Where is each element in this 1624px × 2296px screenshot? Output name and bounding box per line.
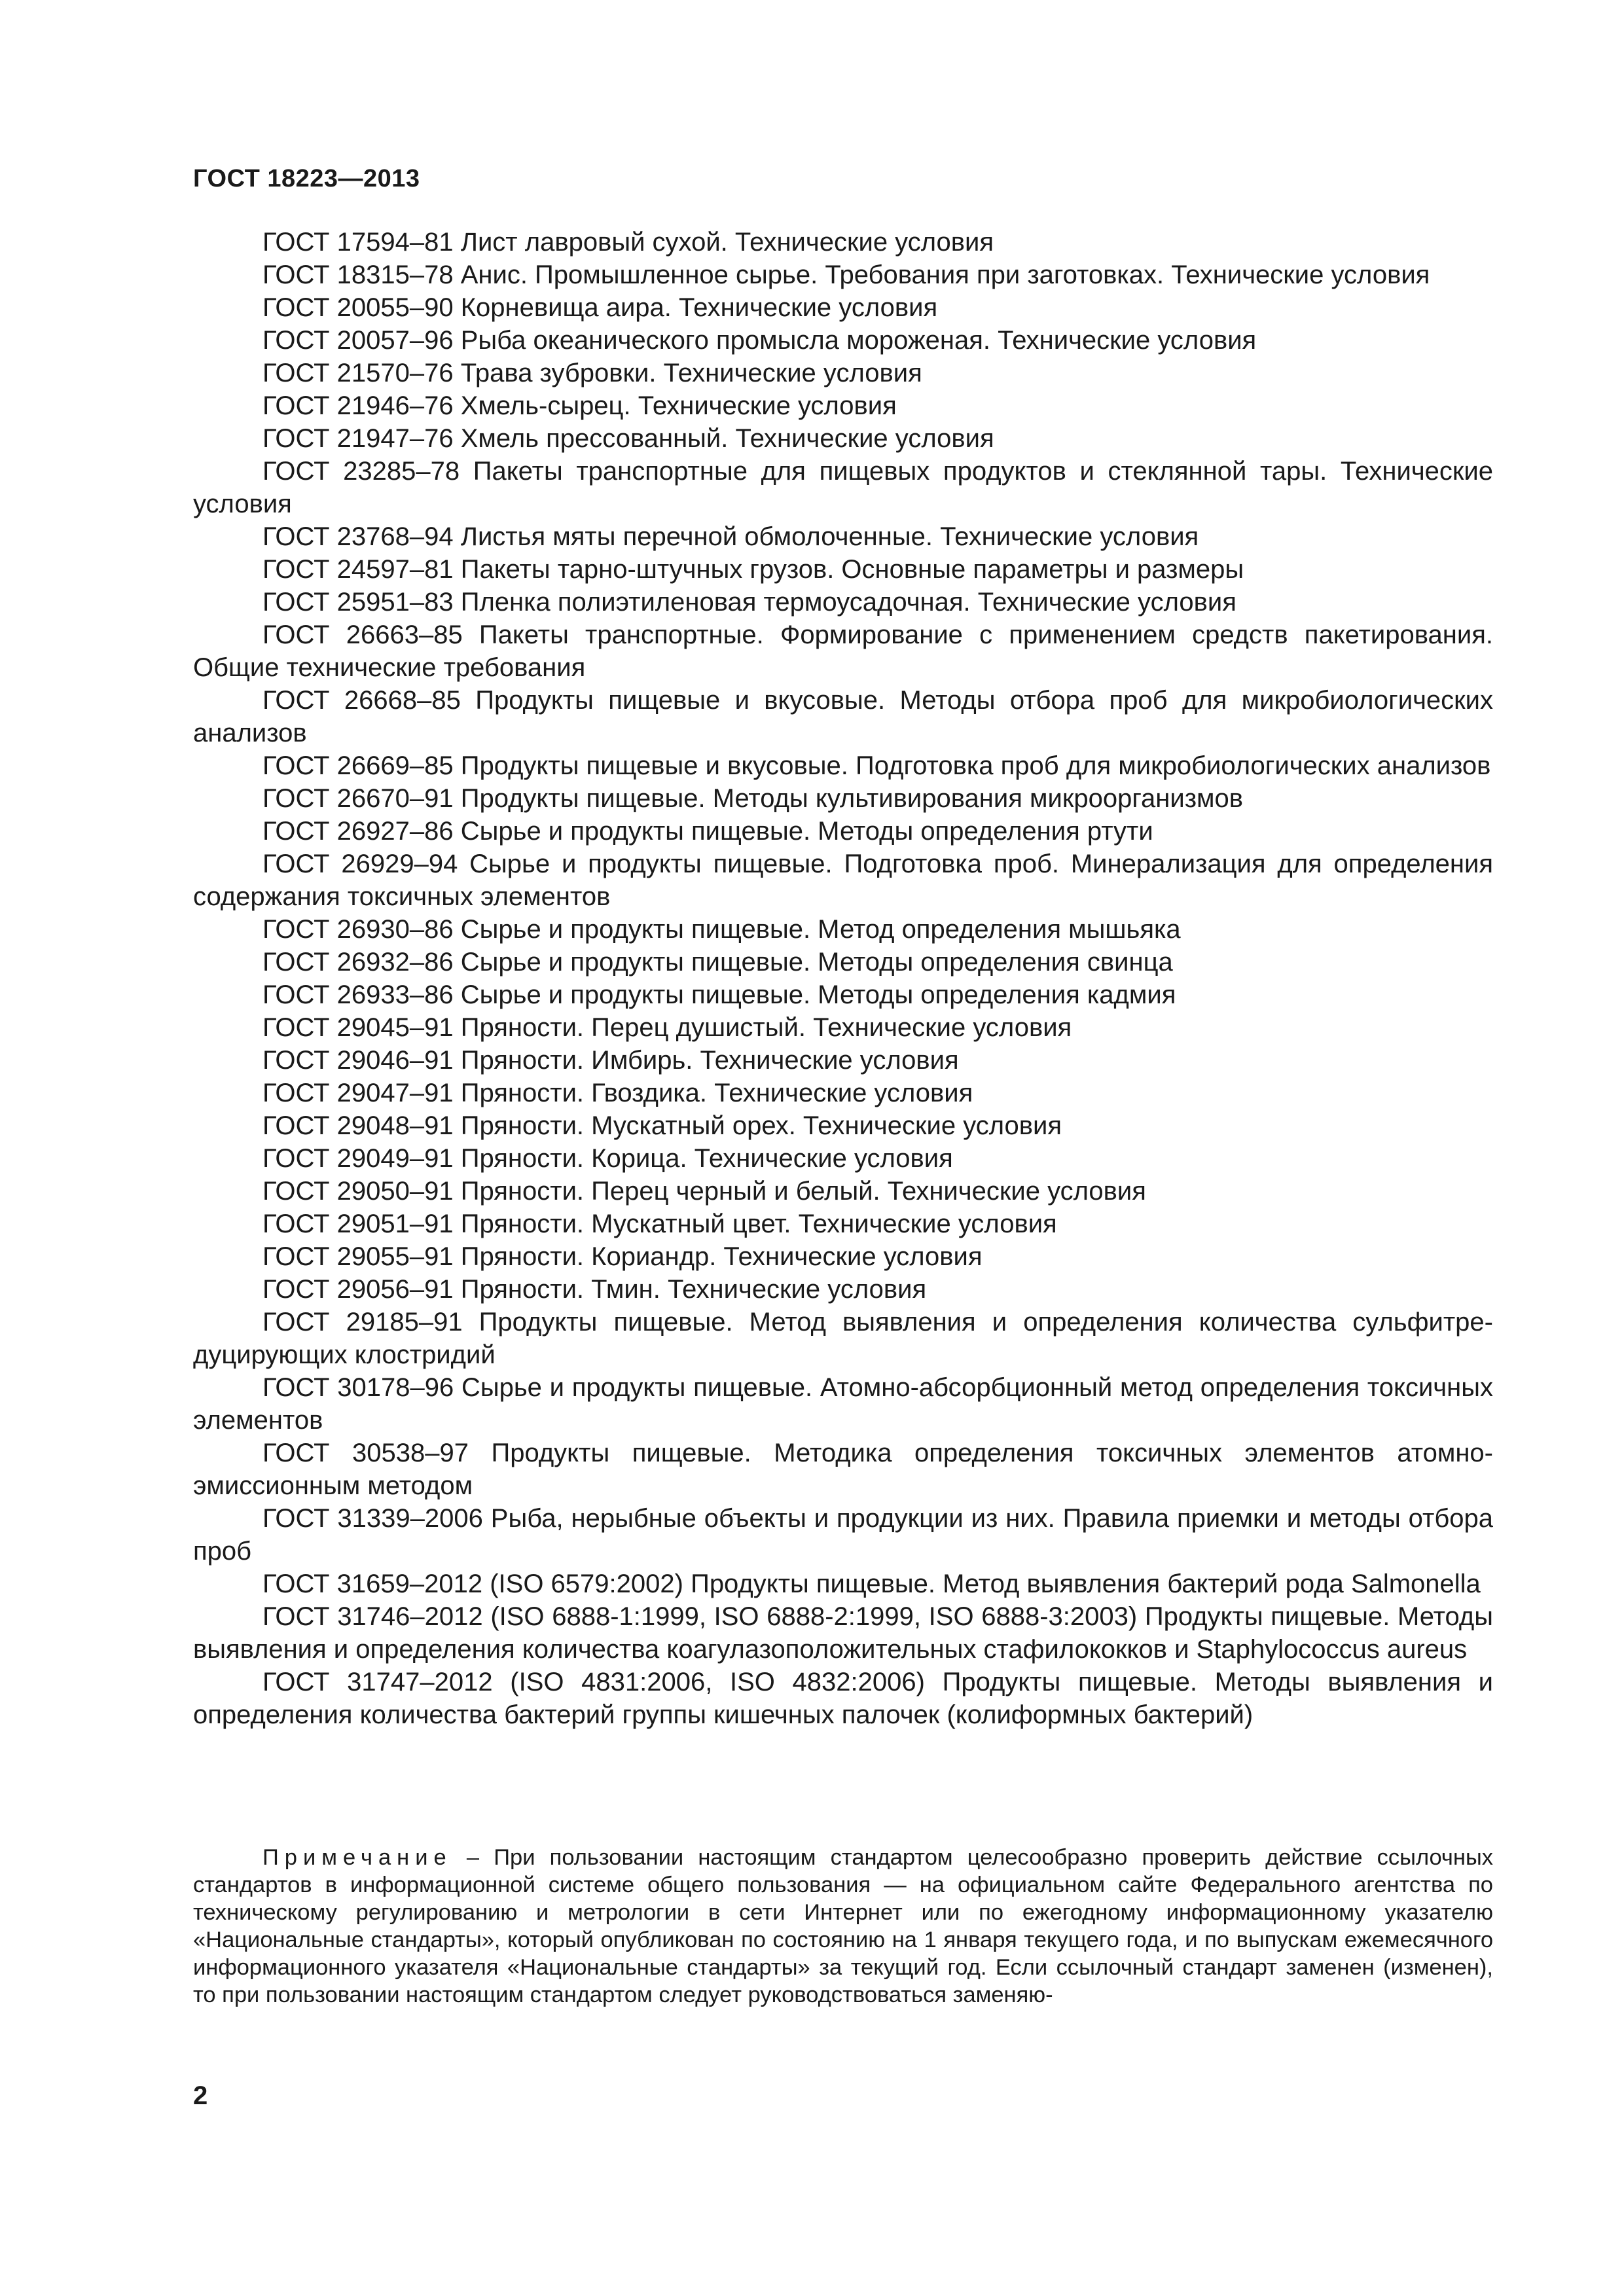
reference-item: ГОСТ 21570–76 Трава зубровки. Технические условия [262, 359, 922, 387]
reference-item: ГОСТ 31339–2006 Рыба, нерыбные объекты и продукции из них. Правила приемки и методы отбора проб [193, 1504, 1493, 1566]
reference-item: ГОСТ 23768–94 Листья мяты перечной обмолоченные. Технические условия [262, 522, 1199, 551]
reference-item: ГОСТ 29185–91 Продукты пищевые. Метод выявления и определения количества сульфитредуцирующих клостридий [193, 1308, 1493, 1369]
note-paragraph [193, 1844, 1493, 2009]
reference-item: ГОСТ 26670–91 Продукты пищевые. Методы культивирования микроорганизмов [262, 784, 1244, 813]
note-text: – При пользовании настоящим стандартом целесообразно проверить действие ссылочных стандартов в информационной системе общего пользования — на официальном сайте Федерального агентства по техническому регулированию и метрологии в сети Интернет или по ежегодному информационному указателю «Национальные стандарты», который опубликован по состоянию на 1 января текущего года, и по выпускам ежемесячного информационного указателя «Национальные стандарты» за текущий год. Если ссылочный стандарт заменен (изменен), то при пользовании настоящим стандартом следует руководствоваться заменяю- [193, 1845, 1493, 2007]
reference-item: ГОСТ 29046–91 Пряности. Имбирь. Технические условия [262, 1046, 959, 1075]
reference-item: ГОСТ 26930–86 Сырье и продукты пищевые. Метод определения мышьяка [262, 915, 1181, 944]
document-header: ГОСТ 18223—2013 [193, 165, 420, 192]
page-number: 2 [193, 2081, 208, 2110]
reference-item: ГОСТ 26932–86 Сырье и продукты пищевые. Методы определения свинца [262, 948, 1173, 977]
reference-item: ГОСТ 31746–2012 (ISO 6888-1:1999, ISO 6888-2:1999, ISO 6888-3:2003) Продукты пищевые. Методы выявления и определения количества коагулазоположительных стафилококков и Staphylococcus aureus [193, 1602, 1493, 1664]
reference-item: ГОСТ 20055–90 Корневища аира. Технические условия [262, 293, 938, 322]
reference-item: ГОСТ 26663–85 Пакеты транспортные. Формирование с применением средств пакетирования. Общие технические требования [193, 620, 1493, 682]
reference-item: ГОСТ 23285–78 Пакеты транспортные для пищевых продуктов и стеклянной тары. Технические условия [193, 457, 1493, 518]
normative-references-list [193, 226, 1493, 1731]
reference-item: ГОСТ 26929–94 Сырье и продукты пищевые. Подготовка проб. Минерализация для определения содержания токсичных элементов [193, 850, 1493, 911]
reference-item: ГОСТ 26933–86 Сырье и продукты пищевые. Методы определения кадмия [262, 980, 1176, 1009]
reference-item: ГОСТ 24597–81 Пакеты тарно-штучных грузов. Основные параметры и размеры [262, 555, 1244, 584]
reference-item: ГОСТ 30178–96 Сырье и продукты пищевые. Атомно-абсорбционный метод определения токсичных элементов [193, 1373, 1493, 1435]
reference-item: ГОСТ 29049–91 Пряности. Корица. Технические условия [262, 1144, 953, 1173]
reference-item: ГОСТ 29051–91 Пряности. Мускатный цвет. Технические условия [262, 1210, 1057, 1238]
reference-item: ГОСТ 31747–2012 (ISO 4831:2006, ISO 4832:2006) Продукты пищевые. Методы выявления и определения количества бактерий группы кишечных палочек (колиформных бактерий) [193, 1668, 1493, 1729]
reference-item: ГОСТ 18315–78 Анис. Промышленное сырье. Требования при заготовках. Технические условия [262, 260, 1430, 289]
reference-item: ГОСТ 29047–91 Пряности. Гвоздика. Технические условия [262, 1079, 973, 1107]
reference-item: ГОСТ 20057–96 Рыба океанического промысла мороженая. Технические условия [262, 326, 1257, 355]
reference-item: ГОСТ 29050–91 Пряности. Перец черный и белый. Технические условия [262, 1177, 1146, 1206]
reference-item: ГОСТ 30538–97 Продукты пищевые. Методика определения токсичных элементов атомно-эмиссионным методом [193, 1439, 1493, 1500]
reference-item: ГОСТ 29056–91 Пряности. Тмин. Технические условия [262, 1275, 927, 1304]
reference-item: ГОСТ 17594–81 Лист лавровый сухой. Технические условия [262, 228, 994, 257]
reference-item: ГОСТ 29055–91 Пряности. Кориандр. Технические условия [262, 1242, 983, 1271]
reference-item: ГОСТ 26669–85 Продукты пищевые и вкусовые. Подготовка проб для микробиологических анализов [262, 751, 1491, 780]
reference-item: ГОСТ 21947–76 Хмель прессованный. Технические условия [262, 424, 994, 453]
reference-item: ГОСТ 26927–86 Сырье и продукты пищевые. Методы определения ртути [262, 817, 1153, 846]
reference-item: ГОСТ 21946–76 Хмель-сырец. Технические условия [262, 391, 897, 420]
reference-item: ГОСТ 26668–85 Продукты пищевые и вкусовые. Методы отбора проб для микробиологических анализов [193, 686, 1493, 747]
reference-item: ГОСТ 31659–2012 (ISO 6579:2002) Продукты пищевые. Метод выявления бактерий рода Salmonella [262, 1570, 1481, 1598]
note-label: Примечание [262, 1845, 452, 1870]
reference-item: ГОСТ 25951–83 Пленка полиэтиленовая термоусадочная. Технические условия [262, 588, 1236, 617]
reference-item: ГОСТ 29045–91 Пряности. Перец душистый. Технические условия [262, 1013, 1072, 1042]
reference-item: ГОСТ 29048–91 Пряности. Мускатный орех. Технические условия [262, 1111, 1062, 1140]
